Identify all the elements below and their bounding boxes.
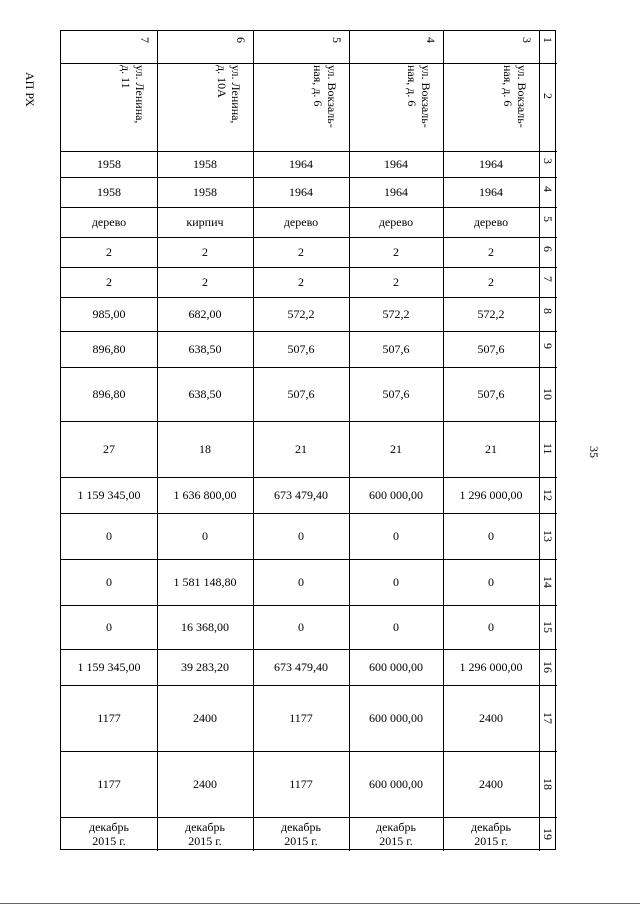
table-cell: декабрь 2015 г. xyxy=(89,820,129,848)
table-cell: 507,6 xyxy=(477,341,505,356)
table-cell: 1958 xyxy=(97,184,121,199)
row-number: 9 xyxy=(541,343,555,349)
table-cell: дерево xyxy=(283,214,319,229)
table-cell: декабрь 2015 г. xyxy=(471,820,511,848)
table-cell: 985,00 xyxy=(92,306,126,321)
table-cell: декабрь 2015 г. xyxy=(185,820,225,848)
table-cell: 1958 xyxy=(193,156,217,171)
table-cell: кирпич xyxy=(186,214,224,229)
table-cell: 0 xyxy=(488,574,494,589)
data-table xyxy=(60,30,556,850)
table-cell: 1177 xyxy=(97,710,121,725)
table-cell: 896,80 xyxy=(92,341,126,356)
table-cell: 0 xyxy=(488,619,494,634)
footer-divider xyxy=(0,903,640,904)
table-cell: 600 000,00 xyxy=(369,659,423,674)
table-cell: 507,6 xyxy=(287,386,315,401)
table-cell: 600 000,00 xyxy=(369,776,423,791)
column-number: 3 xyxy=(520,37,534,43)
table-cell: 638,50 xyxy=(188,341,222,356)
row-number: 3 xyxy=(541,158,555,164)
table-cell: 2 xyxy=(202,274,208,289)
table-cell: 0 xyxy=(393,574,399,589)
address-header: ул. Ленина, д. 11 xyxy=(119,65,147,124)
table-cell: 18 xyxy=(199,441,211,456)
table-cell: 1958 xyxy=(193,184,217,199)
row-number: 16 xyxy=(541,661,555,673)
table-cell: 1 296 000,00 xyxy=(459,659,523,674)
table-cell: 673 479,40 xyxy=(274,659,328,674)
table-cell: 2 xyxy=(202,244,208,259)
archive-stamp-label: АП РХ xyxy=(23,72,37,107)
table-cell: 0 xyxy=(106,574,112,589)
table-cell: 507,6 xyxy=(382,386,410,401)
table-cell: дерево xyxy=(378,214,414,229)
table-cell: 0 xyxy=(393,528,399,543)
table-cell: декабрь 2015 г. xyxy=(281,820,321,848)
table-cell: 21 xyxy=(295,441,307,456)
table-cell: 638,50 xyxy=(188,386,222,401)
table-cell: 0 xyxy=(202,528,208,543)
table-cell: 0 xyxy=(298,528,304,543)
table-cell: 2400 xyxy=(193,776,217,791)
table-cell: 600 000,00 xyxy=(369,710,423,725)
table-cell: 1964 xyxy=(384,184,408,199)
table-cell: 0 xyxy=(298,619,304,634)
table-cell: 1958 xyxy=(97,156,121,171)
table-cell: 1 159 345,00 xyxy=(77,659,141,674)
table-cell: 1177 xyxy=(289,776,313,791)
table-cell: 0 xyxy=(488,528,494,543)
row-number: 8 xyxy=(541,308,555,314)
table-cell: 21 xyxy=(485,441,497,456)
row-number: 13 xyxy=(541,530,555,542)
table-cell: 16 368,00 xyxy=(181,619,229,634)
row-number: 6 xyxy=(541,246,555,252)
table-cell: 1 636 800,00 xyxy=(173,487,237,502)
row-number: 5 xyxy=(541,216,555,222)
table-row-rule xyxy=(61,63,557,64)
table-cell: 2 xyxy=(393,274,399,289)
row-number: 15 xyxy=(541,621,555,633)
row-number: 2 xyxy=(541,93,555,99)
table-cell: 572,2 xyxy=(382,306,410,321)
table-cell: дерево xyxy=(91,214,127,229)
table-cell: 600 000,00 xyxy=(369,487,423,502)
table-cell: 1964 xyxy=(479,156,503,171)
table-cell: 572,2 xyxy=(477,306,505,321)
table-cell: 2 xyxy=(393,244,399,259)
table-cell: 1964 xyxy=(289,184,313,199)
table-cell: 2 xyxy=(298,274,304,289)
table-cell: 21 xyxy=(390,441,402,456)
address-header: ул. Вокзаль- ная, д. 6 xyxy=(405,65,433,128)
row-number: 10 xyxy=(541,388,555,400)
table-cell: 507,6 xyxy=(382,341,410,356)
address-header: ул. Вокзаль- ная, д. 6 xyxy=(311,65,339,128)
table-cell: 0 xyxy=(298,574,304,589)
table-cell: 2 xyxy=(488,244,494,259)
table-cell: 1964 xyxy=(384,156,408,171)
table-cell: дерево xyxy=(473,214,509,229)
row-number: 19 xyxy=(541,828,555,840)
row-number: 14 xyxy=(541,576,555,588)
row-number: 7 xyxy=(541,276,555,282)
table-cell: 2 xyxy=(106,244,112,259)
table-cell: 2 xyxy=(488,274,494,289)
table-cell: 1177 xyxy=(289,710,313,725)
table-cell: 0 xyxy=(393,619,399,634)
column-number: 6 xyxy=(234,37,248,43)
table-column-rule xyxy=(539,31,540,851)
table-cell: 2400 xyxy=(193,710,217,725)
table-cell: 2 xyxy=(298,244,304,259)
row-number: 12 xyxy=(541,489,555,501)
table-cell: 507,6 xyxy=(287,341,315,356)
column-number: 4 xyxy=(424,37,438,43)
table-cell: 1964 xyxy=(479,184,503,199)
table-cell: 1 159 345,00 xyxy=(77,487,141,502)
address-header: ул. Ленина, д. 10А xyxy=(215,65,243,124)
table-cell: 2 xyxy=(106,274,112,289)
table-cell: 507,6 xyxy=(477,386,505,401)
row-number: 18 xyxy=(541,778,555,790)
table-cell: 2400 xyxy=(479,776,503,791)
table-cell: декабрь 2015 г. xyxy=(376,820,416,848)
table-cell: 0 xyxy=(106,528,112,543)
table-cell: 673 479,40 xyxy=(274,487,328,502)
table-cell: 2400 xyxy=(479,710,503,725)
table-cell: 27 xyxy=(103,441,115,456)
table-cell: 1177 xyxy=(97,776,121,791)
table-cell: 1 296 000,00 xyxy=(459,487,523,502)
page-number: 35 xyxy=(587,446,601,458)
row-number: 11 xyxy=(541,443,555,455)
table-cell: 682,00 xyxy=(188,306,222,321)
column-number: 5 xyxy=(330,37,344,43)
row-number: 17 xyxy=(541,712,555,724)
row-number: 1 xyxy=(541,37,555,43)
table-cell: 1964 xyxy=(289,156,313,171)
column-number: 7 xyxy=(138,37,152,43)
row-number: 4 xyxy=(541,186,555,192)
address-header: ул. Вокзаль- ная, д. 6 xyxy=(501,65,529,128)
table-cell: 1 581 148,80 xyxy=(173,574,237,589)
table-cell: 0 xyxy=(106,619,112,634)
table-cell: 896,80 xyxy=(92,386,126,401)
table-cell: 572,2 xyxy=(287,306,315,321)
table-cell: 39 283,20 xyxy=(181,659,229,674)
